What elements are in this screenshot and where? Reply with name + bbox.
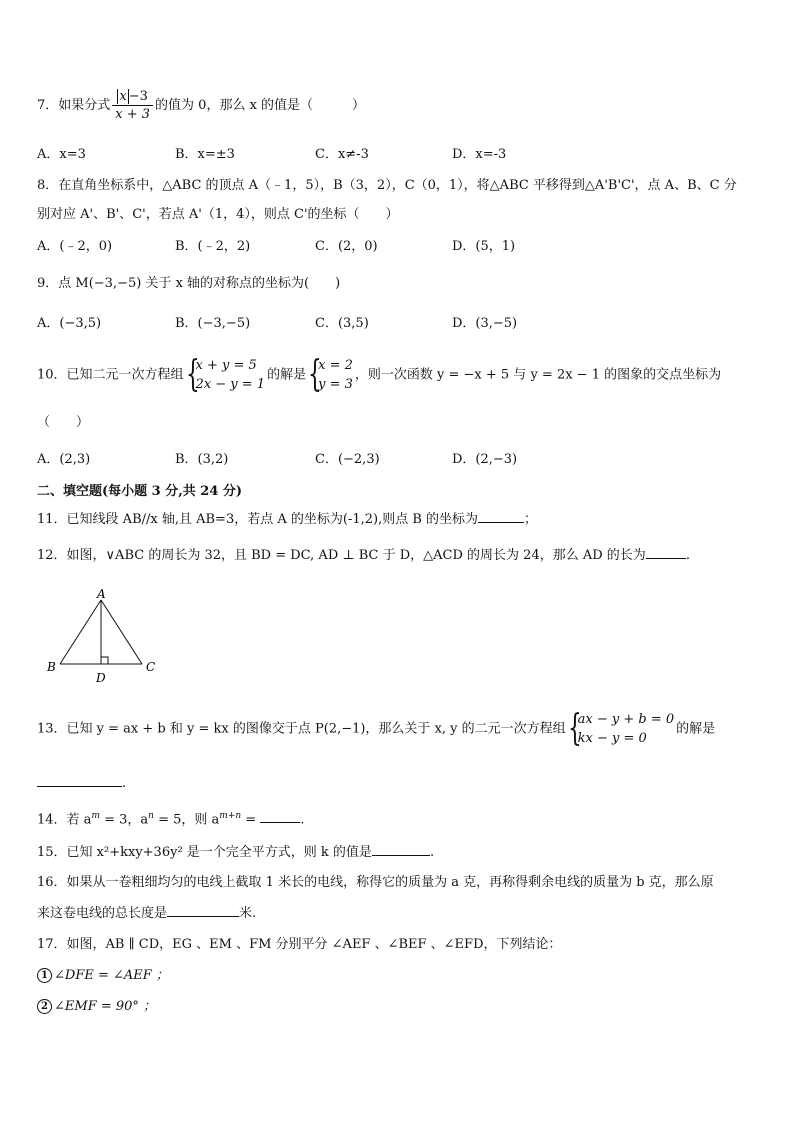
q16-answer-blank[interactable] [167, 904, 239, 917]
label-b: B [47, 660, 56, 674]
q8-option-d[interactable]: D．(5，1) [452, 239, 516, 254]
q7-prefix: 7．如果分式 [37, 98, 111, 113]
q7-option-b[interactable]: B．x=±3 [175, 147, 235, 162]
q10-stem [37, 356, 721, 394]
q10-option-c[interactable]: C．(−2,3) [315, 452, 380, 467]
q8-line1: 8．在直角坐标系中，△ABC 的顶点 A（﹣1，5），B（3，2），C（0，1），将△ABC 平移得到△A'B'C'，点 A、B、C 分 [37, 178, 737, 193]
q10-option-d[interactable]: D．(2,−3) [452, 452, 518, 467]
q16-end: 米. [239, 906, 257, 921]
q10-option-a[interactable]: A．(2,3) [37, 452, 91, 467]
q16-line1: 16．如果从一卷粗细均匀的电线上截取 1 米长的电线，称得它的质量为 a 克，再称得剩余电线的质量为 b 克，那么原 [37, 875, 714, 890]
q10-sys2-row2: y = 3 [318, 377, 353, 392]
q10-sys1-row2: 2x − y = 1 [195, 377, 266, 392]
q7-num-rest: −3 [128, 89, 148, 104]
q7-fraction [112, 88, 153, 123]
q13-stem [37, 710, 715, 748]
q17-stem: 17．如图，AB ∥ CD，EG 、EM 、FM 分别平分 ∠AEF 、∠BEF 、∠EFD，下列结论： [37, 937, 562, 952]
q15-text: 15．已知 x²+kxy+36y² 是一个完全平方式，则 k 的值是 [37, 845, 372, 860]
q8-options [37, 238, 757, 256]
q16-line2 [37, 904, 256, 923]
section-heading: 二、填空题(每小题 3 分,共 24 分) [37, 484, 243, 499]
q14-stem [37, 807, 304, 829]
q12-answer-blank[interactable] [646, 546, 686, 559]
q9-option-d[interactable]: D．(3,−5) [452, 316, 518, 331]
q13-end: . [122, 776, 127, 791]
q7-den: x + 3 [115, 107, 151, 122]
q10-mid: 的解是 [267, 367, 307, 383]
q9-option-b[interactable]: B．(−3,−5) [175, 316, 251, 331]
label-a: A [97, 587, 106, 601]
q10-sys2-row1: x = 2 [318, 358, 353, 373]
q10-prefix: 10．已知二元一次方程组 [37, 367, 184, 383]
q7-option-d[interactable]: D．x=-3 [452, 147, 507, 162]
side-ac [101, 600, 142, 664]
q8-option-a[interactable]: A．(﹣2，0) [37, 239, 113, 254]
q17-conclusion-1 [37, 967, 169, 985]
q13-sys-row1: ax − y + b = 0 [577, 712, 675, 727]
q8-option-c[interactable]: C．(2，0) [315, 239, 378, 254]
side-ab [60, 600, 101, 664]
q13-suffix: 的解是 [676, 721, 716, 737]
triangle-figure [40, 586, 170, 686]
q13-system: { ax − y + b = 0 kx − y = 0 [567, 708, 675, 749]
q8-option-b[interactable]: B．(﹣2，2) [175, 239, 251, 254]
q13-sys-row2: kx − y = 0 [577, 731, 647, 746]
q14-answer-blank[interactable] [260, 810, 300, 823]
conclusion-2-marker: 2 [37, 999, 52, 1014]
right-angle-mark [101, 657, 108, 664]
q15-stem [37, 843, 434, 862]
q11-stem [37, 510, 537, 529]
q11-answer-blank[interactable] [478, 510, 524, 523]
q10-paren: （ ） [37, 415, 90, 430]
q13-answer-line [37, 774, 126, 793]
q10-system1: { x + y = 5 2x − y = 1 [185, 354, 266, 395]
q10-options [37, 451, 757, 469]
q7-num-abs: x [119, 89, 127, 104]
q10-system2: { x = 2 y = 3 [308, 354, 353, 395]
q7-options [37, 146, 757, 164]
q17-conclusion-2 [37, 998, 156, 1016]
q14-end: . [300, 812, 305, 828]
q14-text: 14．若 a [37, 812, 92, 828]
q7-suffix: 的值为 0，那么 x 的值是（ ） [155, 98, 366, 113]
q12-stem [37, 546, 690, 565]
q15-answer-blank[interactable] [372, 843, 430, 856]
q14-mid2: = 5，则 a [153, 812, 220, 828]
q13-prefix: 13．已知 y = ax + b 和 y = kx 的图像交于点 P(2,−1)，那么关于 x, y 的二元一次方程组 [37, 721, 566, 737]
conclusion-1-marker: 1 [37, 968, 52, 983]
q9-options [37, 315, 757, 333]
q7-option-a[interactable]: A．x=3 [37, 147, 86, 162]
conclusion-1-text: ∠DFE = ∠AEF ； [54, 968, 169, 983]
q9-option-a[interactable]: A．(−3,5) [37, 316, 102, 331]
q10-option-b[interactable]: B．(3,2) [175, 452, 229, 467]
q10-suffix: ，则一次函数 y = −x + 5 与 y = 2x − 1 的图象的交点坐标为 [354, 367, 722, 383]
q10-sys1-row1: x + y = 5 [195, 358, 257, 373]
label-d: D [96, 671, 106, 685]
q15-end: . [429, 845, 435, 860]
q9-option-c[interactable]: C．(3,5) [315, 316, 369, 331]
q11-text: 11．已知线段 AB//x 轴,且 AB=3，若点 A 的坐标为(-1,2),则点 B 的坐标为 [37, 512, 479, 527]
q14-exp-m: m [91, 811, 100, 821]
q8-line2: 别对应 A'、B'、C'，若点 A'（1，4），则点 C'的坐标（ ） [37, 207, 399, 222]
q14-eq: = [241, 812, 261, 828]
conclusion-2-text: ∠EMF = 90° ； [54, 999, 157, 1014]
q12-text: 12．如图，∨ABC 的周长为 32，且 BD = DC, AD ⊥ BC 于 D，△ACD 的周长为 24，那么 AD 的长为 [37, 548, 646, 563]
q13-answer-blank[interactable] [37, 774, 122, 787]
q14-mid: = 3，a [99, 812, 149, 828]
q12-end: . [685, 548, 690, 563]
q16-text: 来这卷电线的总长度是 [37, 906, 168, 921]
q11-end: ； [524, 512, 538, 527]
q7-option-c[interactable]: C．x≠-3 [315, 147, 369, 162]
q7-stem [37, 88, 365, 123]
q14-exp-mn: m+n [219, 811, 242, 821]
label-c: C [146, 660, 156, 674]
q14-exp-n: n [148, 811, 154, 821]
q9-stem: 9．点 M(−3,−5) 关于 x 轴的对称点的坐标为( ) [37, 276, 341, 291]
